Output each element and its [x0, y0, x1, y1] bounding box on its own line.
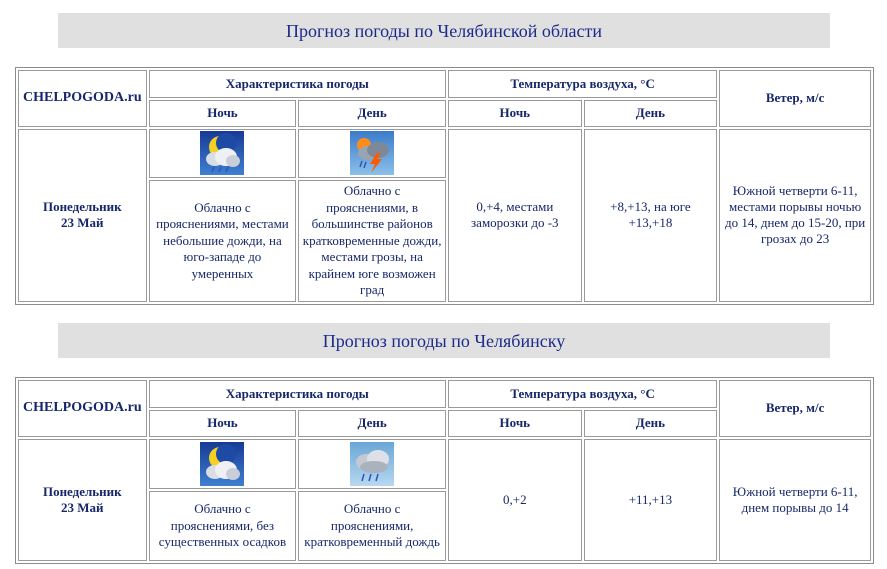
wind-header: Ветер, м/с	[719, 380, 871, 437]
temperature-night-header: Ночь	[448, 410, 582, 437]
temperature-header: Температура воздуха, °С	[448, 380, 717, 408]
night-description: Облачно с прояснениями, без существенных осадков	[149, 491, 297, 561]
temperature-day-header: День	[584, 100, 718, 127]
day-description: Облачно с прояснениями, в большинстве районов кратковременные дожди, местами грозы, на крайнем юге возможен град	[298, 180, 446, 302]
weather-header: Характеристика погоды	[149, 380, 446, 408]
thunderstorm-icon	[350, 131, 394, 175]
night-icon-cell	[149, 129, 297, 179]
temperature-day: +11,+13	[584, 439, 718, 561]
temperature-night-header: Ночь	[448, 100, 582, 127]
city-forecast-table	[15, 377, 874, 564]
night-icon-cell	[149, 439, 297, 489]
day-icon-cell	[298, 439, 446, 489]
temperature-header: Температура воздуха, °С	[448, 70, 717, 98]
temperature-night: 0,+4, местами заморозки до -3	[448, 129, 582, 302]
site-name[interactable]: CHELPOGODA.ru	[18, 70, 147, 127]
site-name[interactable]: CHELPOGODA.ru	[18, 380, 147, 437]
wind-description: Южной четверти 6-11, местами порывы ночью до 14, днем до 15-20, при грозах до 23	[719, 129, 871, 302]
temperature-day-header: День	[584, 410, 718, 437]
weekday: Понедельник	[42, 483, 122, 499]
forecast-date	[18, 129, 147, 302]
day-description: Облачно с прояснениями, кратковременный дождь	[298, 491, 446, 561]
region-forecast-table	[15, 67, 874, 305]
moon-cloud-icon	[200, 442, 244, 486]
weekday: Понедельник	[42, 199, 122, 215]
date: 23 Май	[61, 499, 104, 515]
moon-cloud-rain-icon	[200, 131, 244, 175]
temperature-night: 0,+2	[448, 439, 582, 561]
day-icon-cell	[298, 129, 446, 179]
temperature-day: +8,+13, на юге +13,+18	[584, 129, 718, 302]
weather-night-header: Ночь	[149, 410, 297, 437]
weather-day-header: День	[298, 100, 446, 127]
wind-description: Южной четверти 6-11, днем порывы до 14	[719, 439, 871, 561]
region-forecast-title: Прогноз погоды по Челябинской области	[58, 13, 830, 48]
forecast-date	[18, 439, 147, 561]
date: 23 Май	[61, 215, 104, 231]
weather-day-header: День	[298, 410, 446, 437]
weather-night-header: Ночь	[149, 100, 297, 127]
cloud-rain-icon	[350, 442, 394, 486]
city-forecast-title: Прогноз погоды по Челябинску	[58, 323, 830, 358]
wind-header: Ветер, м/с	[719, 70, 871, 127]
weather-header: Характеристика погоды	[149, 70, 446, 98]
night-description: Облачно с прояснениями, местами небольшие дожди, на юго-западе до умеренных	[149, 180, 297, 302]
